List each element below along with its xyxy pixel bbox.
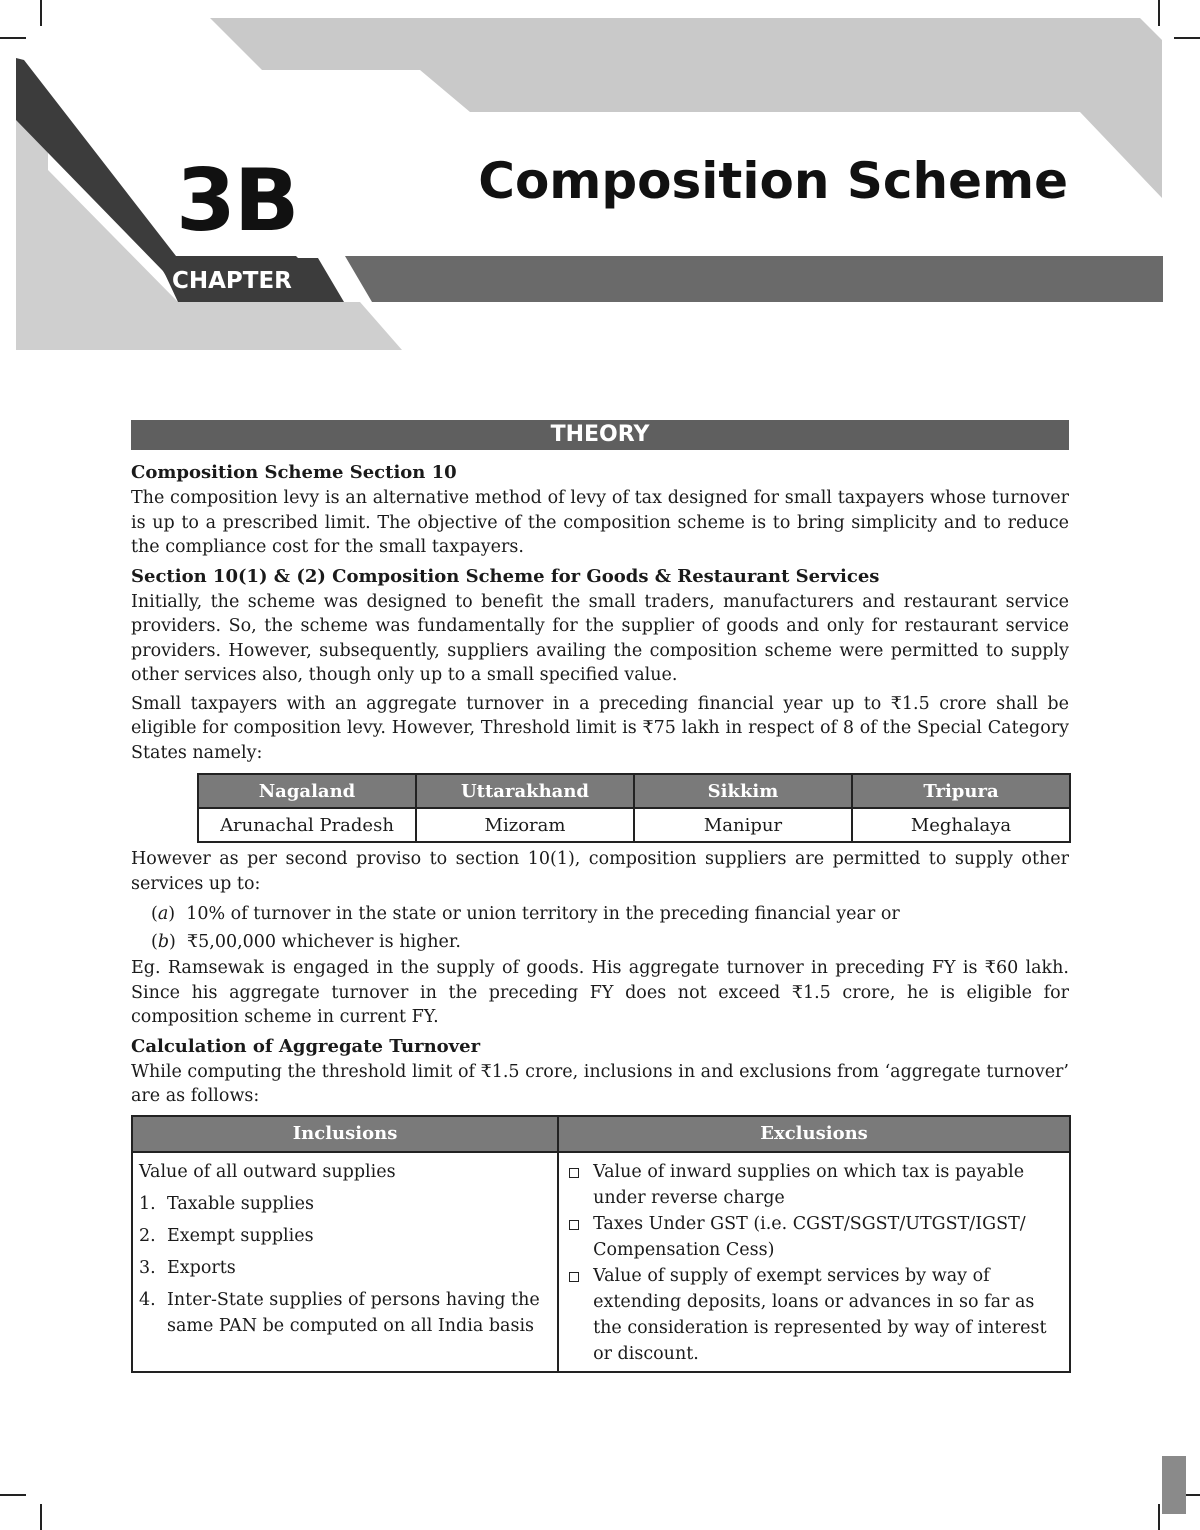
- list-item: [139, 1255, 551, 1281]
- paragraph: The composition levy is an alternative method of levy of tax designed for small taxpayers whose turnover is up to a prescribed limit. The objective of the composition scheme is to bring simplicity and to reduce the compliance cost for the small taxpayers.: [131, 488, 1069, 557]
- paragraph: Small taxpayers with an aggregate turnover in a preceding financial year up to ₹1.5 crore shall be eligible for composition levy. However, Threshold limit is ₹75 lakh in respect of 8 of the Special Category States namely:: [131, 693, 1069, 763]
- state-cell: Mizoram: [416, 808, 634, 842]
- table-header-row: [132, 1116, 1070, 1152]
- list-item: [565, 1211, 1063, 1263]
- list-item: [139, 1287, 551, 1339]
- page-content: [131, 420, 1069, 1373]
- crop-mark: [0, 1494, 26, 1496]
- item-number: 2.: [139, 1225, 156, 1246]
- proviso-item-a: (a) 10% of turnover in the state or union territory in the preceding financial year or: [151, 904, 900, 924]
- paragraph: However as per second proviso to section 10(1), composition suppliers are permitted to supply other services up to:: [131, 849, 1069, 894]
- exclusions-list: [565, 1159, 1063, 1367]
- chapter-title: Composition Scheme: [478, 152, 1068, 210]
- item-text: Taxes Under GST (i.e. CGST/SGST/UTGST/IGST/ Compensation Cess): [593, 1213, 1026, 1260]
- item-text: Exempt supplies: [167, 1225, 314, 1246]
- state-cell: Sikkim: [634, 774, 852, 808]
- square-bullet-icon: [569, 1272, 579, 1282]
- state-cell: Tripura: [852, 774, 1070, 808]
- proviso-label: b: [157, 932, 170, 952]
- exclusions-header: Exclusions: [558, 1116, 1070, 1152]
- section-heading: Section 10(1) & (2) Composition Scheme for Goods & Restaurant Services: [131, 565, 880, 587]
- state-cell: Manipur: [634, 808, 852, 842]
- inclusions-cell: [132, 1152, 558, 1372]
- item-text: Taxable supplies: [167, 1193, 314, 1214]
- list-item: [139, 1223, 551, 1249]
- state-cell: Meghalaya: [852, 808, 1070, 842]
- item-number: 4.: [139, 1289, 156, 1310]
- item-number: 1.: [139, 1193, 156, 1214]
- proviso-label: a: [157, 904, 169, 924]
- item-number: 3.: [139, 1257, 156, 1278]
- crop-mark: [1158, 1504, 1160, 1530]
- item-text: Value of supply of exempt services by way of extending deposits, loans or advances in so far as the consideration is represented by way of interest or discount.: [593, 1265, 1047, 1364]
- table-row: [198, 808, 1070, 842]
- section-heading: Composition Scheme Section 10: [131, 462, 457, 483]
- table-row: [198, 774, 1070, 808]
- inclusions-intro: Value of all outward supplies: [139, 1161, 396, 1182]
- list-item: [139, 1191, 551, 1217]
- crop-mark: [40, 1504, 42, 1530]
- state-cell: Nagaland: [198, 774, 416, 808]
- proviso-item-b: (b) ₹5,00,000 whichever is higher.: [151, 932, 461, 952]
- proviso-text: ₹5,00,000 whichever is higher.: [186, 932, 461, 952]
- paragraph: While computing the threshold limit of ₹1.5 crore, inclusions in and exclusions from ‘aggregate turnover’ are as follows:: [131, 1061, 1069, 1106]
- section-heading: Calculation of Aggregate Turnover: [131, 1035, 481, 1057]
- item-text: Inter-State supplies of persons having the same PAN be computed on all India basis: [167, 1289, 540, 1336]
- table-row: [132, 1152, 1070, 1372]
- page-edge-tab: [1162, 1456, 1186, 1514]
- special-states-table: [197, 773, 1071, 843]
- square-bullet-icon: [569, 1168, 579, 1178]
- list-item: [565, 1159, 1063, 1211]
- aggregate-turnover-table: [131, 1115, 1071, 1373]
- paragraph: Initially, the scheme was designed to benefit the small traders, manufacturers and restaurant service providers. So, the scheme was fundamentally for the supplier of goods and only for restaurant service providers. However, subsequently, suppliers availing the composition scheme were permitted to supply other services also, though only up to a small specified value.: [131, 591, 1069, 685]
- chapter-label: CHAPTER: [172, 268, 292, 294]
- square-bullet-icon: [569, 1220, 579, 1230]
- exclusions-cell: [558, 1152, 1070, 1372]
- inclusions-header: Inclusions: [132, 1116, 558, 1152]
- item-text: Value of inward supplies on which tax is payable under reverse charge: [593, 1161, 1025, 1208]
- list-item: [565, 1263, 1063, 1367]
- state-cell: Arunachal Pradesh: [198, 808, 416, 842]
- state-cell: Uttarakhand: [416, 774, 634, 808]
- item-text: Exports: [167, 1257, 236, 1278]
- proviso-text: 10% of turnover in the state or union territory in the preceding financial year or: [186, 904, 900, 924]
- chapter-number: 3B: [176, 151, 298, 251]
- theory-header: THEORY: [131, 420, 1069, 450]
- inclusions-list: [139, 1191, 551, 1339]
- example-paragraph: Eg. Ramsewak is engaged in the supply of goods. His aggregate turnover in preceding FY is ₹60 lakh. Since his aggregate turnover in the preceding FY does not exceed ₹1.5 crore, he is eligible for composition scheme in current FY.: [131, 958, 1069, 1027]
